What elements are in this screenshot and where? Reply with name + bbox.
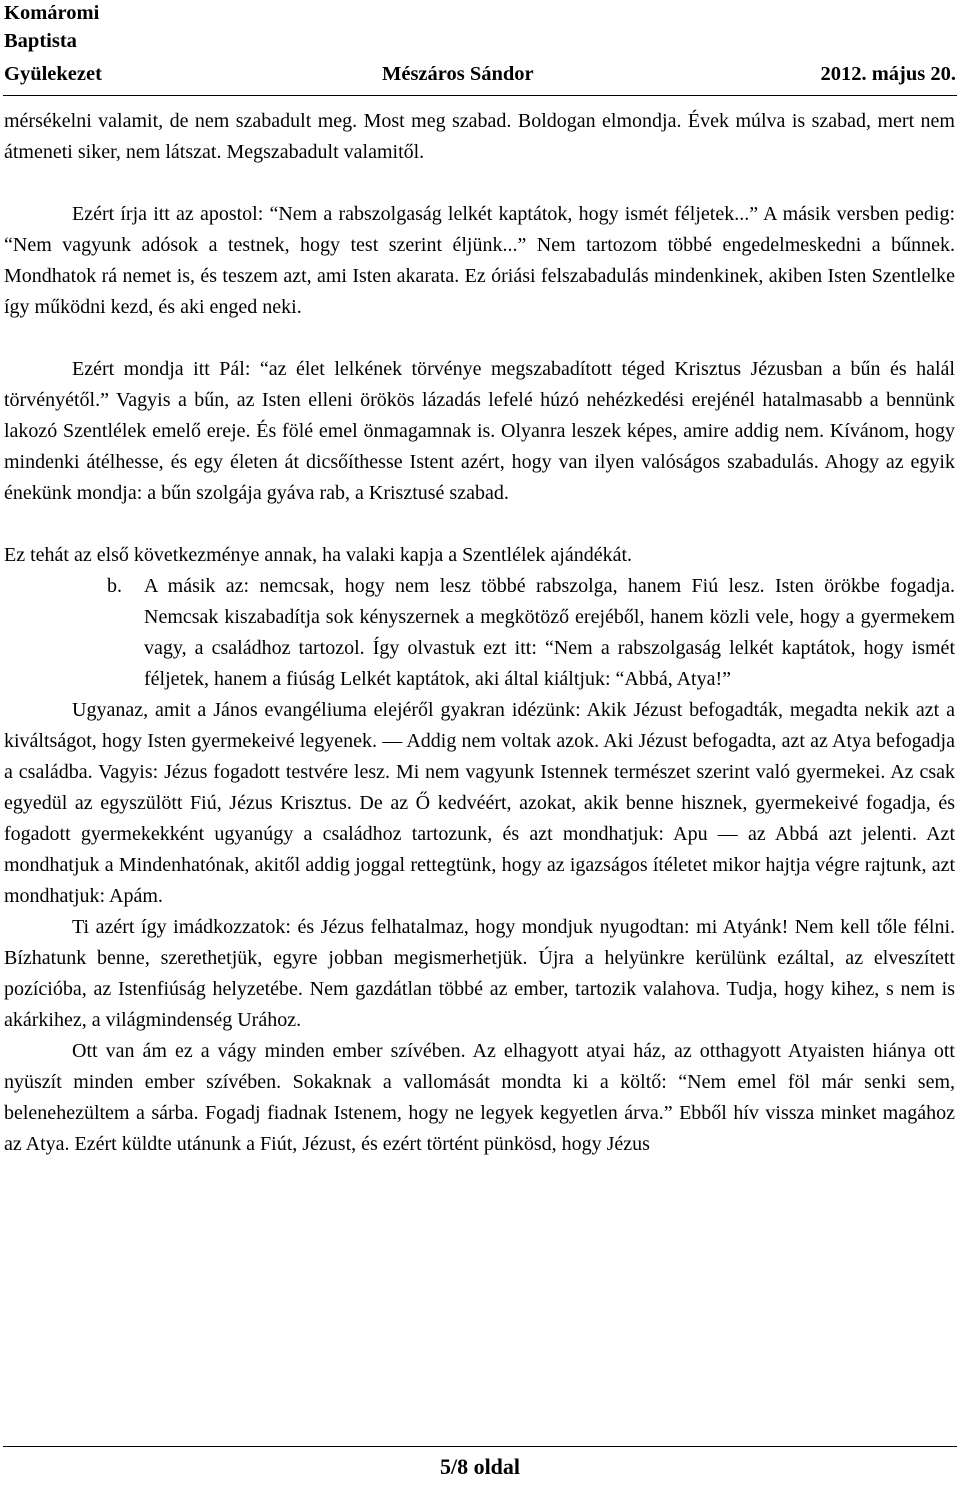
header-divider: [3, 95, 957, 96]
list-item-marker: b.: [107, 575, 122, 597]
paragraph-prayer: Ti azért így imádkozzatok: és Jézus felhatalmaz, hogy mondjuk nyugodtan: mi Atyánk! Nem kell tőle félni. Bízhatunk benne, szerethetjük, egyre jobban megismerhetjük. Újra a helyünkre kerülünk ezáltal, az elveszített pozícióba, az Istenfiúság helyzetébe. Nem gazdátlan többé az ember, tartozik valahova. Tudja, hogy kihez, s nem is akárkihez, a világmindenség Urához.: [4, 916, 955, 1031]
organization-name-line-3: Gyülekezet: [4, 63, 102, 85]
list-item-text: A másik az: nemcsak, hogy nem lesz többé rabszolga, hanem Fiú lesz. Isten örökbe fogadja. Nemcsak kiszabadítja sok kényszernek a megkötöző erejéből, hanem közli vele, hogy a gyermekem vagy, a családhoz tartozol. Így olvastuk ezt itt: “Nem a rabszolgaság lelkét kaptátok, hogy ismét féljetek, hanem a fiúság Lelkét kaptátok, aki által kiáltjuk: “Abbá, Atya!”: [144, 575, 955, 690]
list-item-b: [107, 571, 955, 695]
paragraph-john-gospel: Ugyanaz, amit a János evangéliuma elejéről gyakran idézünk: Akik Jézust befogadták, megadta nekik azt a kiváltságot, hogy Isten gyermekeivé legyenek. — Addig nem voltak azok. Aki Jézust befogadta, azt az Atya befogadja a családba. Vagyis: Jézus fogadott testvére lesz. Mi nem vagyunk Istennek természet szerint való gyermekei. Az csak egyedül az egyszülött Fiú, Jézus Krisztus. De az Ő kedvéért, azokat, akik benne hisznek, gyermekeivé fogadja, és fogadott gyermekekként ugyanúgy a családhoz tartozunk, és azt mondhatjuk: Apu — az Abbá azt jelenti. Azt mondhatjuk a Mindenhatónak, akitől addig joggal rettegtünk, hogy az igazságos ítéletet mikor hajtja végre rajtunk, azt mondhatjuk: Apám.: [4, 699, 955, 907]
paragraph-apostle: Ezért írja itt az apostol: “Nem a rabszolgaság lelkét kaptátok, hogy ismét féljetek...” A másik versben pedig: “Nem vagyunk adósok a testnek, hogy test szerint éljünk...” Nem tartozom többé engedelmeskedni a bűnnek. Mondhatok rá nemet is, és teszem azt, ami Isten akarata. Ez óriási felszabadulás mindenkinek, akiben Isten Szentlelke így működni kezd, és aki enged neki.: [4, 203, 955, 318]
document-date: 2012. május 20.: [820, 63, 956, 85]
organization-name-line-1: Komáromi: [4, 2, 100, 24]
paragraph-first-consequence: Ez tehát az első következménye annak, ha valaki kapja a Szentlélek ajándékát.: [4, 544, 633, 566]
page-header: [0, 0, 960, 95]
document-body: [4, 106, 955, 1160]
page-number: 5/8 oldal: [439, 1454, 521, 1479]
paragraph-paul: Ezért mondja itt Pál: “az élet lelkének törvénye megszabadított téged Krisztus Jézusban a bűn és halál törvényétől.” Vagyis a bűn, az Isten elleni örökös lázadás lefelé húzó nehézkedési erejénél hatalmasabb a bennünk lakozó Szentlélek emelő ereje. És fölé emel önmagamnak is. Olyanra leszek képes, amire addig nem. Kívánom, hogy mindenki átélhesse, és egy életen át dicsőíthesse Istent azért, hogy van ilyen valóságos szabadulás. Ahogy az egyik énekünk mondja: a bűn szolgája gyáva rab, a Krisztusé szabad.: [4, 358, 955, 504]
paragraph-longing: Ott van ám ez a vágy minden ember szívében. Az elhagyott atyai ház, az otthagyott Atyaisten hiánya ott nyüszít minden ember szívében. Sokaknak a vallomását mondta ki a költő: “Nem emel föl már senki sem, belenehezültem a sárba. Fogadj fiadnak Istenem, hogy ne legyek kegyetlen árva.” Ebből hív vissza minket magához az Atya. Ezért küldte utánunk a Fiút, Jézust, és ezért történt pünkösd, hogy Jézus: [4, 1040, 955, 1155]
paragraph-continued: mérsékelni valamit, de nem szabadult meg. Most meg szabad. Boldogan elmondja. Évek múlva is szabad, mert nem átmeneti siker, nem látszat. Megszabadult valamitől.: [4, 110, 955, 163]
organization-name-line-2: Baptista: [4, 30, 77, 52]
author-name: Mészáros Sándor: [382, 63, 534, 85]
footer-divider: [3, 1446, 957, 1447]
